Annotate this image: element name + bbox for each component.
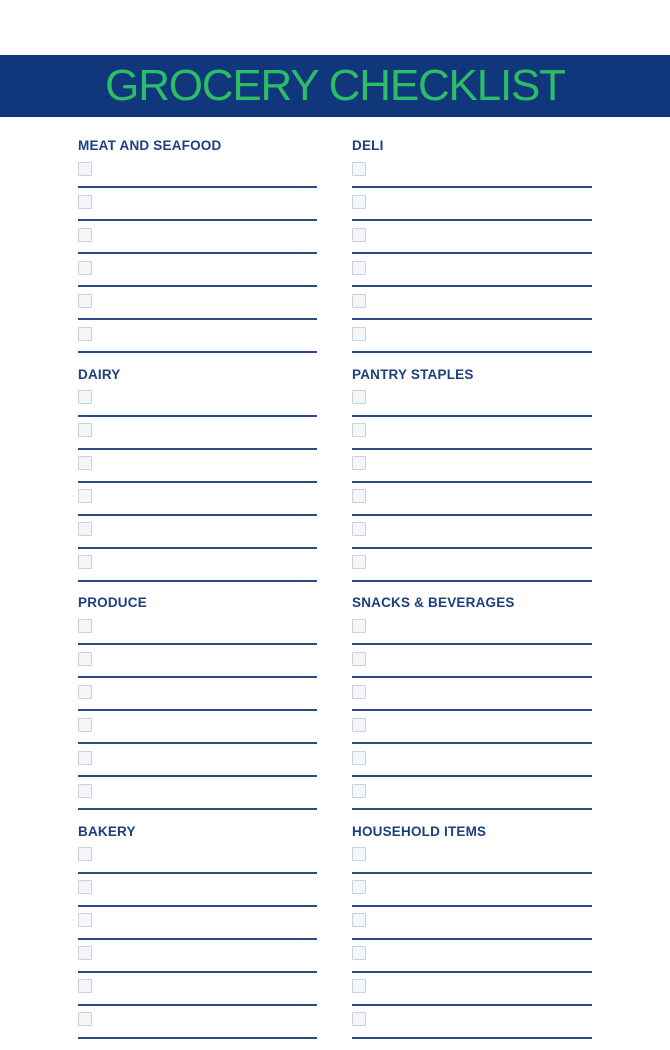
checklist-row <box>352 913 592 940</box>
checklist-row <box>78 327 317 354</box>
checklist-row <box>352 294 592 321</box>
checkbox[interactable] <box>78 522 92 536</box>
checkbox[interactable] <box>352 522 366 536</box>
checkbox[interactable] <box>352 390 366 404</box>
section-title-snacks-beverages: SNACKS & BEVERAGES <box>352 595 515 610</box>
checkbox[interactable] <box>352 619 366 633</box>
checkbox[interactable] <box>78 261 92 275</box>
checklist-row <box>78 880 317 907</box>
checklist-row <box>78 913 317 940</box>
checklist-row <box>352 751 592 778</box>
section-dairy <box>78 365 317 582</box>
checkbox[interactable] <box>78 784 92 798</box>
checkbox[interactable] <box>352 784 366 798</box>
section-title-deli: DELI <box>352 138 384 153</box>
checkbox[interactable] <box>352 555 366 569</box>
section-title-produce: PRODUCE <box>78 595 147 610</box>
checklist-row <box>352 162 592 189</box>
checklist-row <box>78 751 317 778</box>
checkbox[interactable] <box>78 946 92 960</box>
checklist-column-left <box>78 136 317 1050</box>
section-title-dairy: DAIRY <box>78 366 121 382</box>
checkbox[interactable] <box>352 913 366 927</box>
section-title-bakery: BAKERY <box>78 823 136 839</box>
checkbox[interactable] <box>78 489 92 503</box>
checklist-row <box>78 456 317 483</box>
checklist-row <box>78 718 317 745</box>
checkbox[interactable] <box>352 718 366 732</box>
checklist-row <box>352 979 592 1006</box>
checkbox[interactable] <box>78 847 92 861</box>
section-rows-snacks-beverages <box>352 619 592 811</box>
checkbox[interactable] <box>352 880 366 894</box>
section-rows-pantry-staples <box>352 390 592 582</box>
checklist-row <box>352 456 592 483</box>
checklist-row <box>352 784 592 811</box>
checkbox[interactable] <box>78 652 92 666</box>
checkbox[interactable] <box>352 294 366 308</box>
checklist-row <box>352 423 592 450</box>
section-deli <box>352 136 592 353</box>
checklist-column-right <box>352 136 592 1050</box>
checkbox[interactable] <box>352 327 366 341</box>
checkbox[interactable] <box>78 880 92 894</box>
checkbox[interactable] <box>352 652 366 666</box>
checkbox[interactable] <box>78 162 92 176</box>
section-snacks-beverages <box>352 593 592 810</box>
checklist-row <box>78 619 317 646</box>
checkbox[interactable] <box>78 456 92 470</box>
checklist-row <box>78 390 317 417</box>
checkbox[interactable] <box>352 228 366 242</box>
page-title: GROCERY CHECKLIST <box>105 61 565 110</box>
checklist-row <box>78 1012 317 1039</box>
checklist-row <box>78 946 317 973</box>
checkbox[interactable] <box>78 327 92 341</box>
checklist-row <box>352 228 592 255</box>
section-bakery <box>78 822 317 1039</box>
checkbox[interactable] <box>78 913 92 927</box>
checkbox[interactable] <box>78 718 92 732</box>
section-rows-dairy <box>78 390 317 582</box>
checkbox[interactable] <box>78 423 92 437</box>
section-title-meat-and-seafood: MEAT AND SEAFOOD <box>78 138 222 153</box>
checklist-row <box>78 685 317 712</box>
checklist-row <box>78 294 317 321</box>
section-title-pantry-staples: PANTRY STAPLES <box>352 366 474 382</box>
checklist-row <box>352 946 592 973</box>
checkbox[interactable] <box>352 1012 366 1026</box>
checkbox[interactable] <box>78 390 92 404</box>
checklist-row <box>352 489 592 516</box>
section-household-items <box>352 822 592 1039</box>
checkbox[interactable] <box>78 751 92 765</box>
checkbox[interactable] <box>352 946 366 960</box>
checklist-row <box>352 261 592 288</box>
checkbox[interactable] <box>78 619 92 633</box>
checklist-row <box>78 423 317 450</box>
section-title-household-items: HOUSEHOLD ITEMS <box>352 823 487 839</box>
checkbox[interactable] <box>78 555 92 569</box>
checkbox[interactable] <box>352 162 366 176</box>
section-rows-meat-and-seafood <box>78 162 317 354</box>
checkbox[interactable] <box>352 847 366 861</box>
checkbox[interactable] <box>78 979 92 993</box>
checklist-row <box>352 652 592 679</box>
checklist-row <box>78 195 317 222</box>
checkbox[interactable] <box>352 456 366 470</box>
checkbox[interactable] <box>352 195 366 209</box>
checkbox[interactable] <box>78 228 92 242</box>
checkbox[interactable] <box>78 1012 92 1026</box>
checklist-content <box>0 117 670 1050</box>
checkbox[interactable] <box>352 489 366 503</box>
checklist-row <box>78 522 317 549</box>
checklist-row <box>352 390 592 417</box>
checklist-row <box>352 847 592 874</box>
title-band <box>0 55 670 117</box>
checkbox[interactable] <box>352 261 366 275</box>
checkbox[interactable] <box>352 979 366 993</box>
checklist-row <box>78 228 317 255</box>
checklist-row <box>352 195 592 222</box>
checkbox[interactable] <box>78 195 92 209</box>
section-rows-deli <box>352 162 592 354</box>
checkbox[interactable] <box>78 685 92 699</box>
section-rows-produce <box>78 619 317 811</box>
checklist-row <box>78 162 317 189</box>
checkbox[interactable] <box>352 751 366 765</box>
checklist-row <box>352 555 592 582</box>
checkbox[interactable] <box>78 294 92 308</box>
checklist-row <box>352 718 592 745</box>
checklist-row <box>78 261 317 288</box>
checklist-row <box>78 847 317 874</box>
checkbox[interactable] <box>352 423 366 437</box>
checklist-row <box>78 979 317 1006</box>
checklist-row <box>352 1012 592 1039</box>
checkbox[interactable] <box>352 685 366 699</box>
section-meat-and-seafood <box>78 136 317 353</box>
checklist-row <box>78 489 317 516</box>
checklist-row <box>352 327 592 354</box>
section-rows-bakery <box>78 847 317 1039</box>
checklist-row <box>352 685 592 712</box>
checklist-row <box>78 784 317 811</box>
section-produce <box>78 593 317 810</box>
section-rows-household-items <box>352 847 592 1039</box>
checklist-row <box>352 880 592 907</box>
checklist-row <box>78 652 317 679</box>
checklist-row <box>352 522 592 549</box>
checklist-row <box>352 619 592 646</box>
checklist-row <box>78 555 317 582</box>
section-pantry-staples <box>352 365 592 582</box>
